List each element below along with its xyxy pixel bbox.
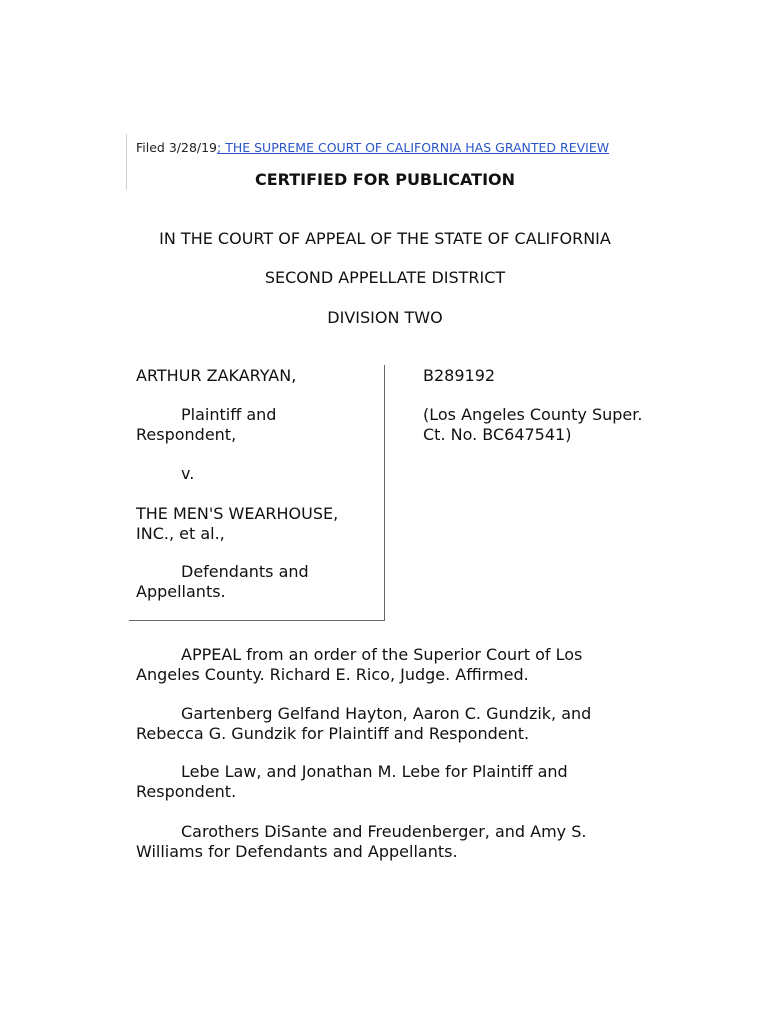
district-name: SECOND APPELLATE DISTRICT bbox=[264, 268, 506, 287]
versus: v. bbox=[181, 464, 195, 483]
review-granted-link[interactable]: ; THE SUPREME COURT OF CALIFORNIA HAS GRANTED REVIEW bbox=[217, 140, 610, 155]
case-number: B289192 bbox=[423, 366, 496, 385]
defendant-name: THE MEN'S WEARHOUSE, INC., et al., bbox=[136, 504, 339, 543]
counsel-paragraph-1: Gartenberg Gelfand Hayton, Aaron C. Gundzik, and Rebecca G. Gundzik for Plaintiff and Respondent. bbox=[136, 704, 592, 743]
plaintiff-role: Plaintiff and Respondent, bbox=[136, 405, 277, 444]
caption-horizontal-rule bbox=[129, 620, 385, 621]
counsel-paragraph-2: Lebe Law, and Jonathan M. Lebe for Plaintiff and Respondent. bbox=[136, 762, 568, 801]
counsel-paragraph-3: Carothers DiSante and Freudenberger, and Amy S. Williams for Defendants and Appellants. bbox=[136, 822, 587, 861]
lower-court-number: (Los Angeles County Super. Ct. No. BC647541) bbox=[423, 405, 643, 444]
defendant-role: Defendants and Appellants. bbox=[136, 562, 309, 601]
filed-date: Filed 3/28/19 bbox=[136, 140, 218, 155]
caption-vertical-rule bbox=[384, 365, 385, 621]
division-name: DIVISION TWO bbox=[327, 308, 443, 327]
filed-notice bbox=[136, 140, 609, 155]
certified-heading: CERTIFIED FOR PUBLICATION bbox=[254, 170, 516, 189]
court-name: IN THE COURT OF APPEAL OF THE STATE OF CALIFORNIA bbox=[159, 229, 611, 248]
plaintiff-name: ARTHUR ZAKARYAN, bbox=[136, 366, 297, 385]
appeal-paragraph: APPEAL from an order of the Superior Court of Los Angeles County. Richard E. Rico, Judge. Affirmed. bbox=[136, 645, 583, 684]
